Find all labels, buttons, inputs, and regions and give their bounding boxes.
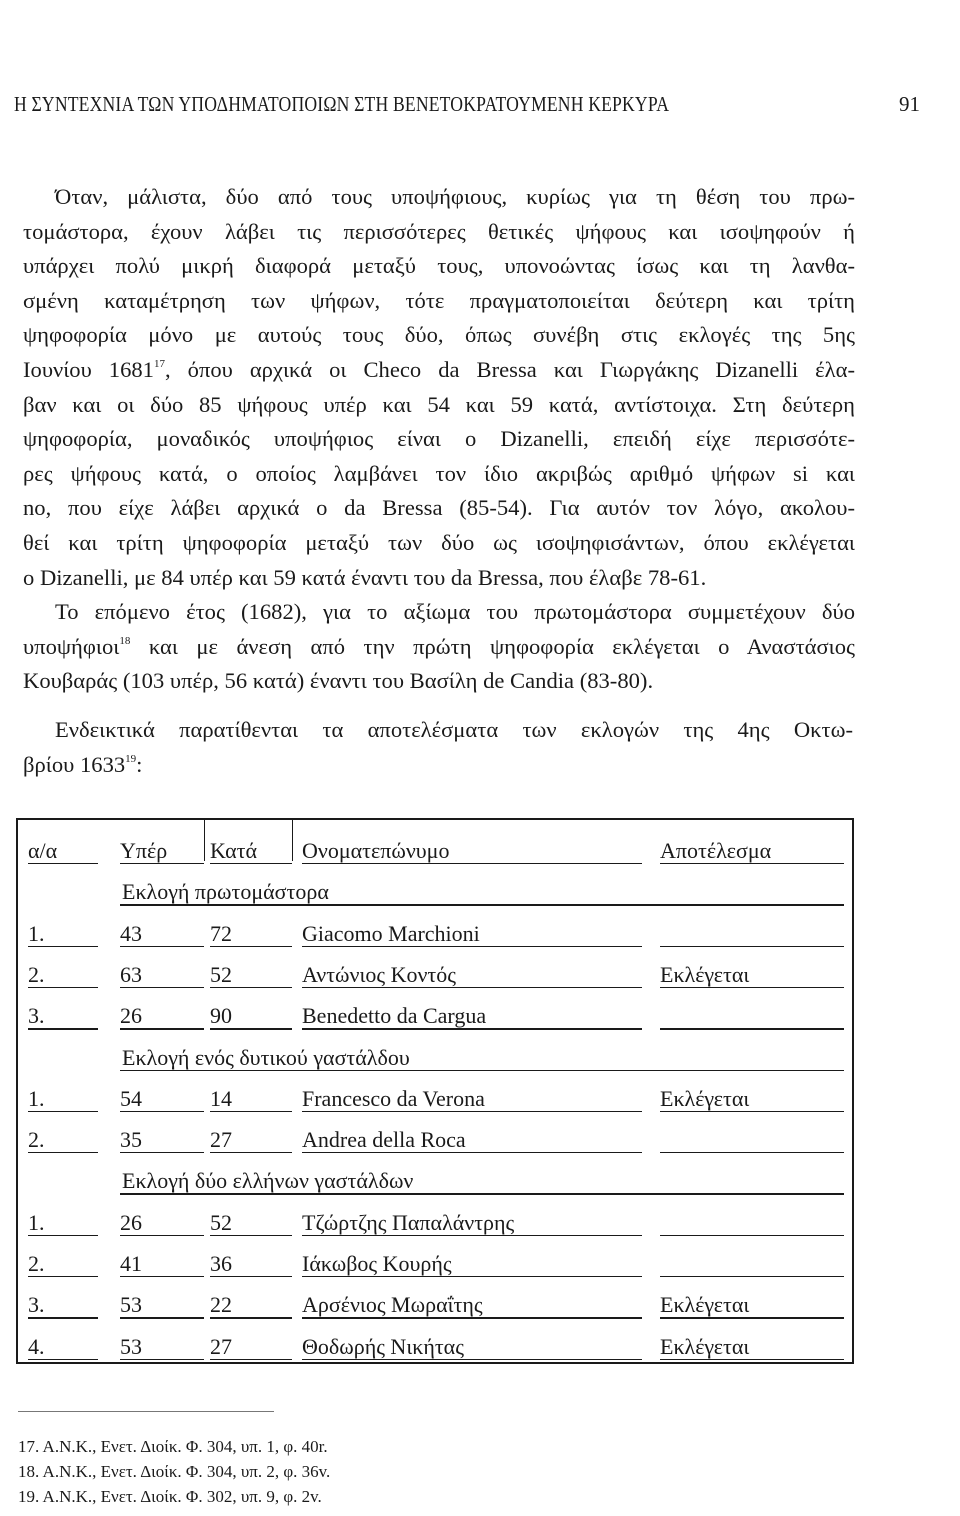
table-cell: Andrea della Roca — [302, 1127, 466, 1153]
table-intro — [23, 712, 853, 782]
running-header — [14, 92, 920, 122]
table-cell: 1. — [28, 1209, 45, 1235]
row-underline — [28, 1317, 98, 1318]
footnote-ref-17: 17 — [153, 357, 165, 370]
table-cell: Εκλέγεται — [660, 1292, 750, 1318]
table-row — [18, 1326, 852, 1367]
table-row — [18, 913, 852, 954]
table-cell: 63 — [120, 961, 142, 987]
section-title: Εκλογή ενός δυτικού γαστάλδου — [122, 1044, 410, 1070]
text-line: σμένη καταμέτρηση των ψήφων, τότε πραγματοποιείται δεύτερη και τρίτη — [23, 287, 855, 313]
table-section-row — [18, 1037, 852, 1078]
row-underline — [120, 904, 844, 905]
row-underline — [660, 1111, 844, 1112]
table-cell: 52 — [210, 961, 232, 987]
table-cell: 72 — [210, 920, 232, 946]
row-underline — [120, 1152, 204, 1153]
row-underline — [302, 1152, 642, 1153]
page-number: 91 — [899, 92, 920, 116]
row-underline — [28, 1028, 98, 1029]
table-cell: 3. — [28, 1292, 45, 1318]
text-line: τομάστορα, έχουν λάβει τις περισσότερες θετικές ψήφους και ισοψηφούν ή — [23, 218, 855, 244]
text-line: no, που είχε λάβει αρχικά ο da Bressa (85-54). Για αυτόν τον λόγο, ακολου- — [23, 495, 855, 521]
text-line: ψηφοφορία, μοναδικός υποψήφιος είναι ο Dizanelli, επειδή είχε περισσότε- — [23, 426, 855, 452]
table-cell: Θοδωρής Νικήτας — [302, 1333, 464, 1359]
table-cell: 4. — [28, 1333, 45, 1359]
table-section-row — [18, 871, 852, 912]
section-title: Εκλογή πρωτομάστορα — [122, 879, 329, 905]
text-line: βαν και οι δύο 85 ψήφους υπέρ και 54 και 59 κατά, αντίστοιχα. Στη δεύτερη — [23, 391, 855, 417]
row-underline — [120, 1235, 204, 1236]
row-underline — [120, 1111, 204, 1112]
text-line: θεί και τρίτη ψηφοφορία μεταξύ των δύο ως ισοψηφισάντων, όπου εκλέγεται — [23, 529, 855, 555]
table-cell: 41 — [120, 1251, 142, 1276]
row-underline — [210, 946, 292, 947]
row-underline — [302, 1111, 642, 1112]
row-underline — [660, 1235, 844, 1236]
text-line — [23, 630, 855, 665]
table-cell: Εκλέγεται — [660, 961, 750, 987]
row-underline — [660, 946, 844, 947]
table-cell: 35 — [120, 1127, 142, 1153]
body-text — [23, 180, 855, 699]
text-line: Το επόμενο έτος (1682), για το αξίωμα του πρωτομάστορα συμμετέχουν δύο — [55, 599, 855, 625]
row-underline — [120, 1276, 204, 1277]
table-section-row — [18, 1160, 852, 1201]
table-cell: Francesco da Verona — [302, 1085, 485, 1111]
table-cell: 2. — [28, 1251, 45, 1276]
table-cell: 52 — [210, 1209, 232, 1235]
table-row — [18, 1202, 852, 1243]
row-underline — [210, 1111, 292, 1112]
row-underline — [660, 987, 844, 988]
footnote-ref-18: 18 — [119, 634, 131, 647]
table-cell: 22 — [210, 1292, 232, 1318]
row-underline — [660, 1028, 844, 1029]
table-cell: 26 — [120, 1003, 142, 1029]
table-cell: 1. — [28, 920, 45, 946]
text-fragment: : — [136, 752, 143, 777]
table-row — [18, 1243, 852, 1284]
text-line: ο Dizanelli, με 84 υπέρ και 59 κατά έναντι του da Bressa, που έλαβε 78-61. — [23, 564, 707, 590]
column-header: α/α — [28, 838, 58, 863]
row-underline — [210, 987, 292, 988]
table-cell: 43 — [120, 920, 142, 946]
text-line: ψηφοφορία μόνο με αυτούς τους δύο, όπως συνέβη στις εκλογές της 5ης — [23, 322, 855, 348]
row-underline — [210, 1152, 292, 1153]
column-header: Υπέρ — [120, 838, 168, 863]
row-underline — [660, 863, 844, 864]
table-cell: 27 — [210, 1127, 232, 1153]
text-line: υπάρχει πολύ μικρή διαφορά μεταξύ τους, υπονοώντας ίσως και τη λανθα- — [23, 253, 855, 279]
row-underline — [120, 1193, 844, 1194]
row-underline — [210, 1028, 292, 1029]
table-row — [18, 954, 852, 995]
text-line: ρες ψήφους κατά, ο οποίος λαμβάνει τον ίδιο ακριβώς αριθμό ψήφων si και — [23, 460, 855, 486]
table-cell: 3. — [28, 1003, 45, 1029]
footnote-ref-19: 19 — [125, 753, 137, 765]
row-underline — [302, 987, 642, 988]
text-fragment: Ιουνίου 1681 — [23, 356, 154, 382]
table-cell: Τζώρτζης Παπαλάντρης — [302, 1209, 515, 1235]
column-header: Κατά — [210, 838, 257, 863]
table-cell: Εκλέγεται — [660, 1333, 750, 1359]
row-underline — [302, 1235, 642, 1236]
text-fragment: και με άνεση από την πρώτη ψηφοφορία εκλέγεται ο Αναστάσιος — [130, 633, 855, 659]
row-underline — [302, 1359, 642, 1360]
row-underline — [120, 1317, 204, 1318]
table-cell: 27 — [210, 1333, 232, 1359]
row-underline — [660, 1276, 844, 1277]
row-underline — [28, 987, 98, 988]
row-underline — [28, 1235, 98, 1236]
row-underline — [302, 1317, 642, 1318]
row-underline — [660, 1317, 844, 1318]
table-header-row — [18, 830, 852, 871]
table-cell: 2. — [28, 1127, 45, 1153]
table-row — [18, 1284, 852, 1325]
text-fragment: υποψήφιοι — [23, 633, 120, 659]
running-title: Η ΣΥΝΤΕΧΝΙΑ ΤΩΝ ΥΠΟΔΗΜΑΤΟΠΟΙΩΝ ΣΤΗ ΒΕΝΕΤΟΚΡΑΤΟΥΜΕΝΗ ΚΕΡΚΥΡΑ — [14, 92, 670, 116]
table-cell: 36 — [210, 1251, 232, 1276]
row-underline — [28, 1111, 98, 1112]
text-line: Όταν, μάλιστα, δύο από τους υποψήφιους, κυρίως για τη θέση του πρω- — [55, 184, 855, 209]
table-row — [18, 1119, 852, 1160]
row-underline — [120, 987, 204, 988]
table-cell: 26 — [120, 1209, 142, 1235]
table-row — [18, 995, 852, 1036]
row-underline — [120, 946, 204, 947]
row-underline — [28, 1359, 98, 1360]
table-cell: 1. — [28, 1085, 45, 1111]
column-header: Ονοματεπώνυμο — [302, 838, 450, 863]
row-underline — [120, 1028, 204, 1029]
table-cell: 2. — [28, 961, 45, 987]
table-cell: Αντώνιος Κοντός — [302, 961, 456, 987]
footnotes — [18, 1434, 330, 1509]
row-underline — [120, 1359, 204, 1360]
section-title: Εκλογή δύο ελλήνων γαστάλδων — [122, 1168, 414, 1194]
footnote-rule — [18, 1411, 274, 1412]
row-underline — [302, 1028, 642, 1029]
table-cell: 90 — [210, 1003, 232, 1029]
text-line — [23, 747, 853, 782]
row-underline — [210, 1359, 292, 1360]
column-header: Αποτέλεσμα — [660, 838, 772, 863]
row-underline — [210, 1317, 292, 1318]
footnote-19: 19. Α.Ν.Κ., Ενετ. Διοίκ. Φ. 302, υπ. 9, φ. 2v. — [18, 1487, 322, 1506]
row-underline — [28, 946, 98, 947]
table-cell: Benedetto da Cargua — [302, 1003, 487, 1029]
row-underline — [120, 863, 204, 864]
row-underline — [302, 946, 642, 947]
table-cell: Εκλέγεται — [660, 1085, 750, 1111]
table-cell: Ιάκωβος Κουρής — [302, 1251, 452, 1276]
footnote-17: 17. Α.Ν.Κ., Ενετ. Διοίκ. Φ. 304, υπ. 1, φ. 40r. — [18, 1437, 328, 1456]
footnote-18: 18. Α.Ν.Κ., Ενετ. Διοίκ. Φ. 304, υπ. 2, φ. 36v. — [18, 1462, 331, 1481]
table-cell: Giacomo Marchioni — [302, 920, 480, 946]
row-underline — [660, 1359, 844, 1360]
table-cell: 53 — [120, 1292, 142, 1318]
table-row — [18, 1078, 852, 1119]
election-results-table — [16, 818, 854, 1364]
row-underline — [120, 1070, 844, 1071]
row-underline — [210, 1276, 292, 1277]
row-underline — [660, 1152, 844, 1153]
text-fragment: βρίου 1633 — [23, 752, 126, 777]
row-underline — [28, 863, 98, 864]
row-underline — [210, 1235, 292, 1236]
table-cell: Αρσένιος Μωραΐτης — [302, 1292, 483, 1318]
row-underline — [210, 863, 292, 864]
text-fragment: , όπου αρχικά οι Checo da Bressa και Γιωργάκης Dizanelli έλα- — [164, 356, 855, 382]
row-underline — [302, 1276, 642, 1277]
text-line: Κουβαράς (103 υπέρ, 56 κατά) έναντι του Βασίλη de Candia (83-80). — [23, 668, 654, 694]
text-line — [23, 353, 855, 388]
row-underline — [28, 1152, 98, 1153]
table-cell: 54 — [120, 1085, 142, 1111]
table-cell: 14 — [210, 1085, 232, 1111]
table-cell: 53 — [120, 1333, 142, 1359]
row-underline — [28, 1276, 98, 1277]
row-underline — [302, 863, 642, 864]
text-line: Ενδεικτικά παρατίθενται τα αποτελέσματα των εκλογών της 4ης Οκτω- — [55, 717, 853, 742]
